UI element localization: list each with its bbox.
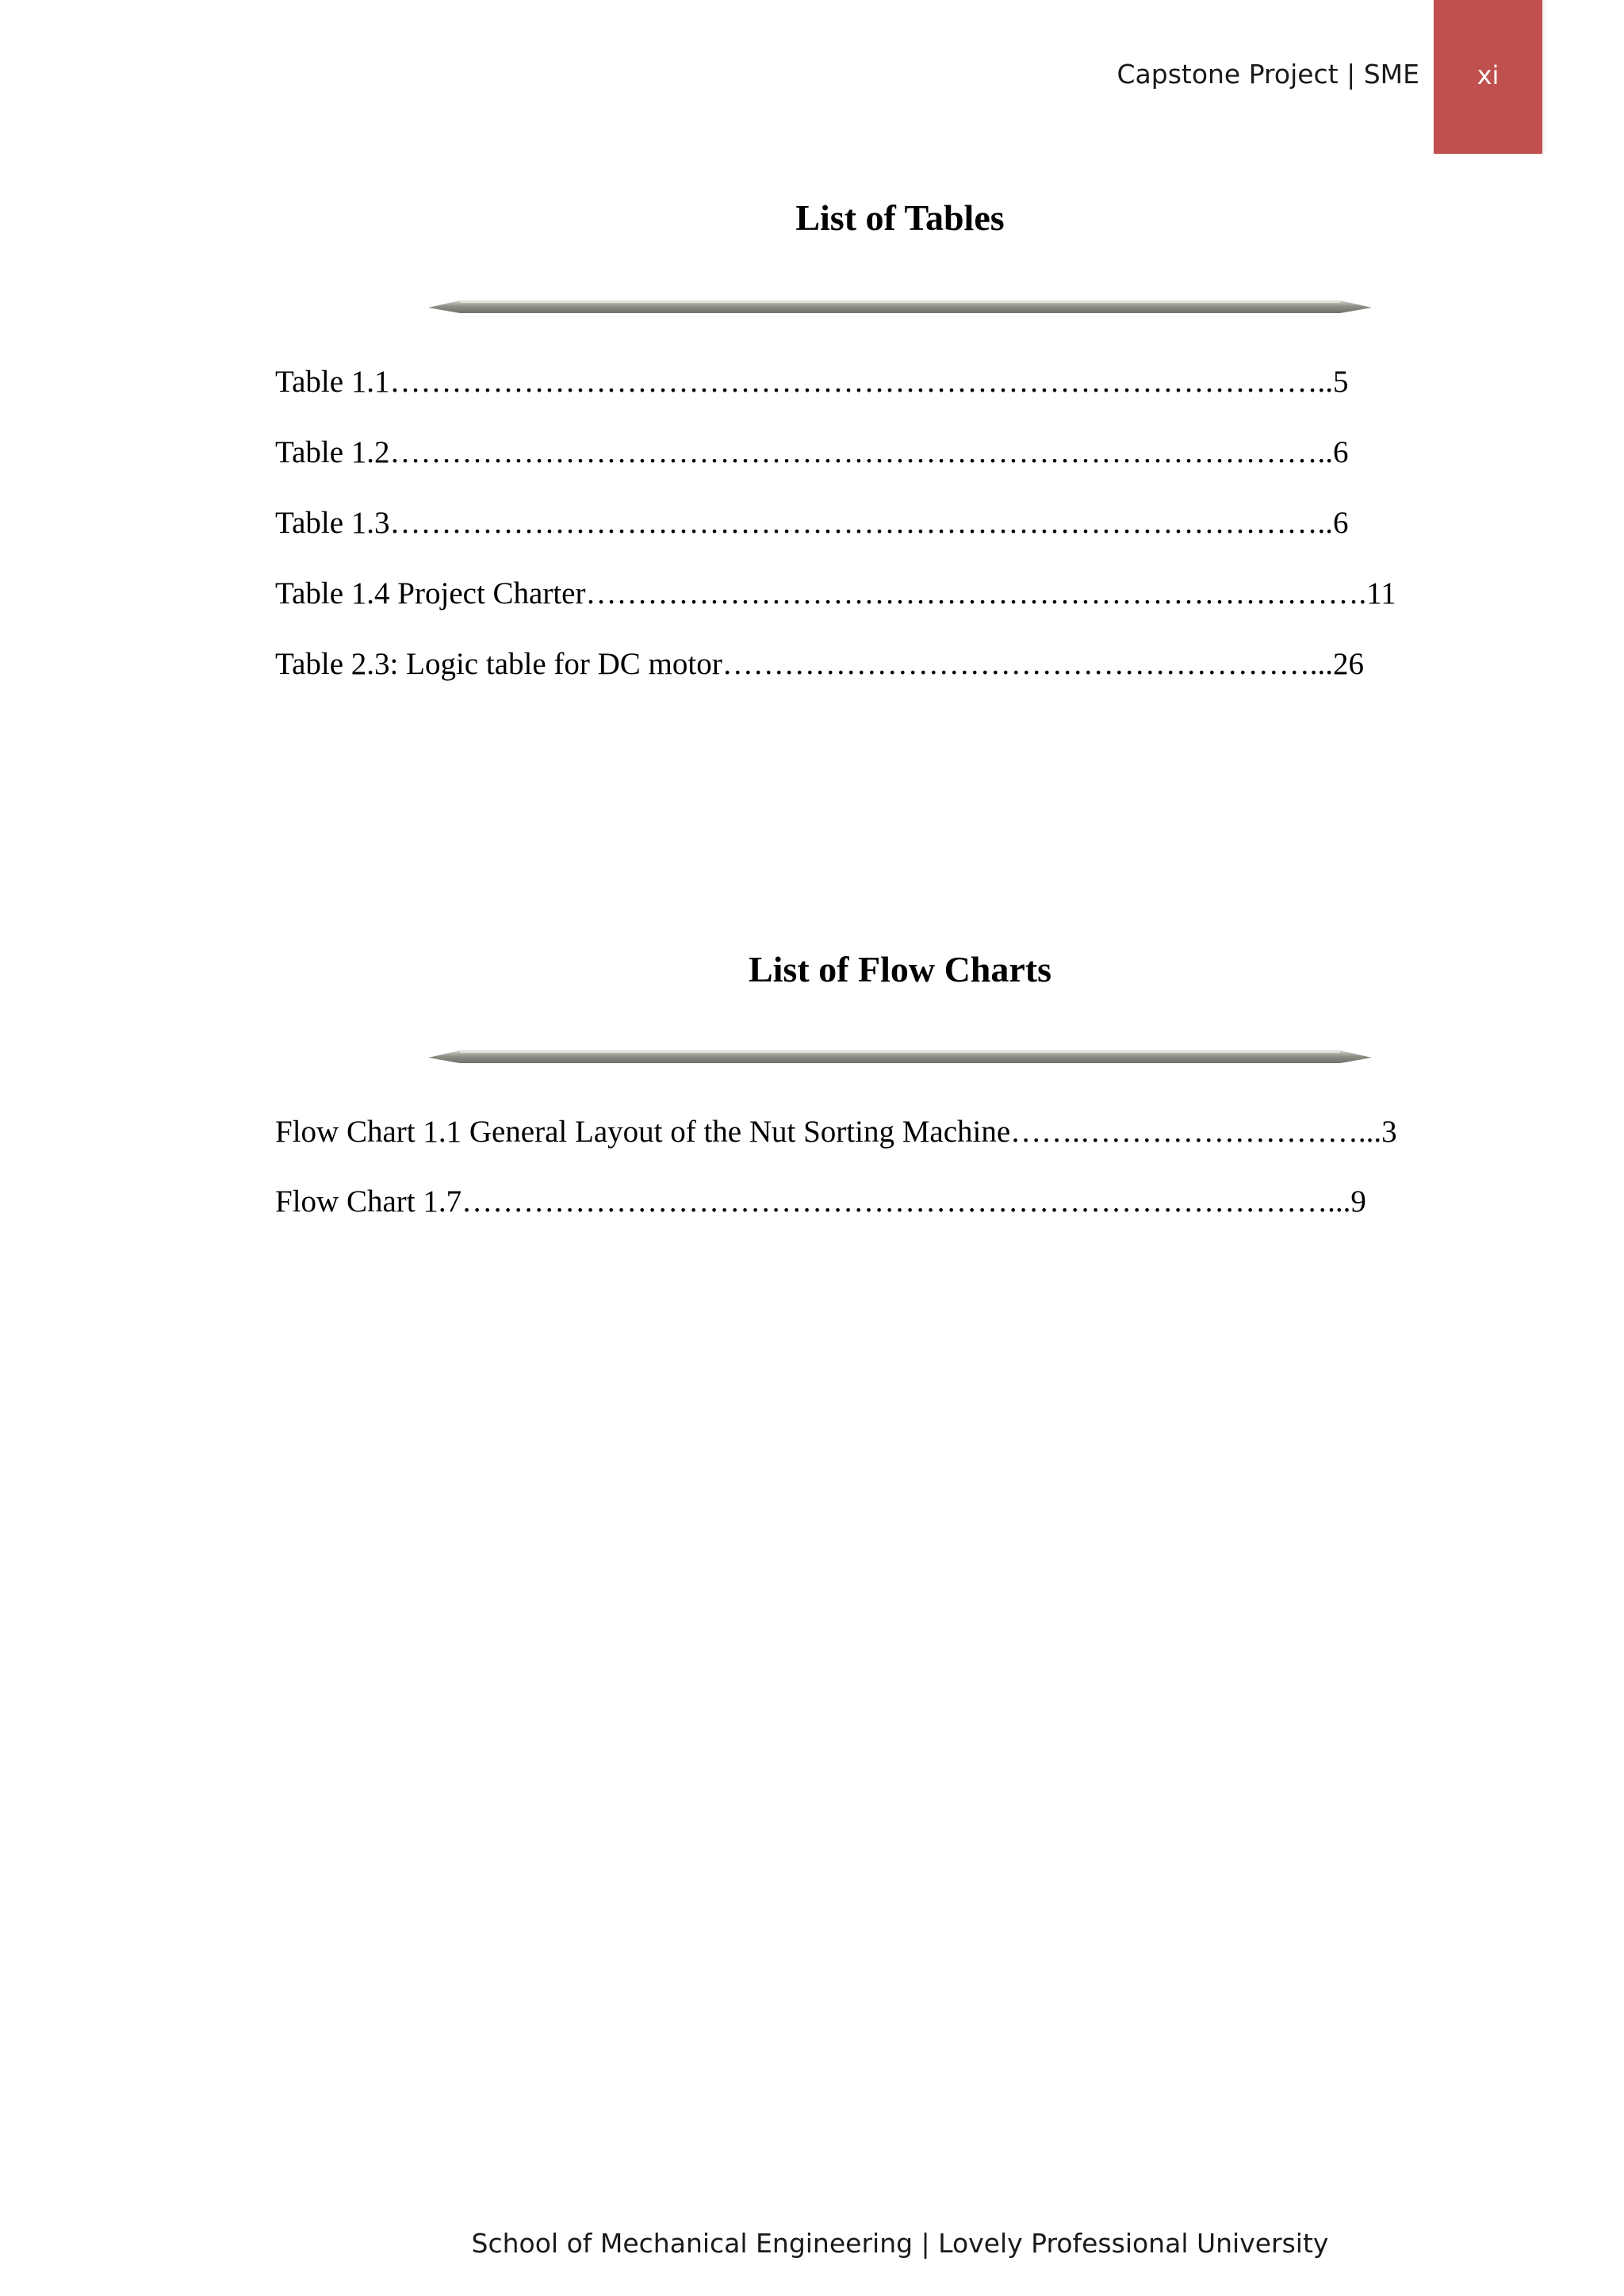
section-divider bbox=[428, 298, 1372, 314]
list-of-tables-title: List of Tables bbox=[795, 197, 1005, 238]
page-number-tab bbox=[1434, 0, 1542, 154]
toc-entry-table-1-1: Table 1.1………………………………………………………………………………..5 bbox=[275, 365, 1349, 399]
section-divider bbox=[428, 1048, 1372, 1064]
toc-entry-table-1-2: Table 1.2………………………………………………………………………………..6 bbox=[275, 435, 1349, 469]
toc-entry-table-2-3: Table 2.3: Logic table for DC motor…………………………………………………...26 bbox=[275, 647, 1364, 681]
toc-entry-flow-chart-1-7: Flow Chart 1.7…………………………………………………………………………...9 bbox=[275, 1184, 1366, 1219]
running-header: Capstone Project | SME bbox=[1116, 59, 1419, 90]
toc-entry-flow-chart-1-1: Flow Chart 1.1 General Layout of the Nut Sorting Machine…….………………………...3 bbox=[275, 1115, 1397, 1149]
page-footer: School of Mechanical Engineering | Lovely Professional University bbox=[471, 2228, 1329, 2259]
page-number: xi bbox=[1477, 60, 1500, 90]
toc-entry-table-1-4: Table 1.4 Project Charter………………………………………………………………….11 bbox=[275, 576, 1396, 610]
toc-entry-table-1-3: Table 1.3………………………………………………………………………………..6 bbox=[275, 506, 1349, 540]
list-of-flow-charts-title: List of Flow Charts bbox=[748, 949, 1052, 989]
